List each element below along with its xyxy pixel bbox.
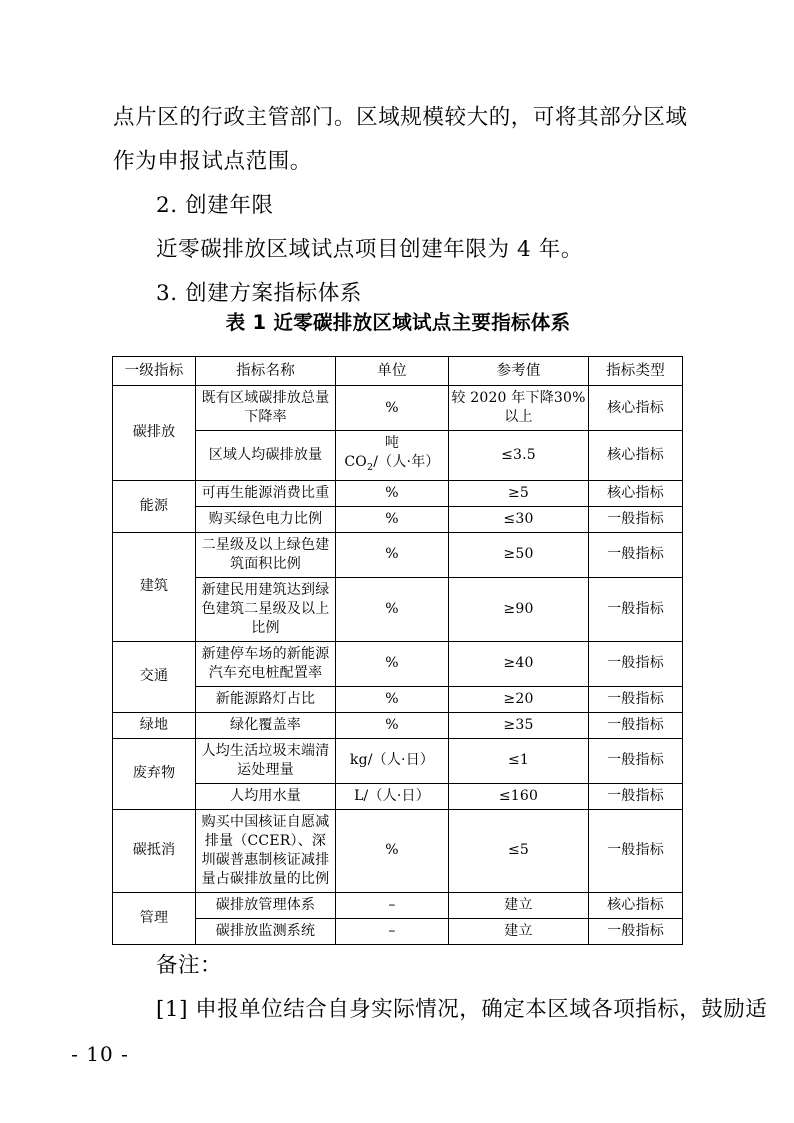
cell-unit: % [336, 641, 449, 686]
cell-unit: % [336, 577, 449, 641]
table-row [113, 918, 683, 944]
cell-indicator-name: 可再生能源消费比重 [196, 480, 336, 506]
cell-indicator-name: 人均用水量 [196, 783, 336, 809]
cell-indicator-type: 一般指标 [589, 686, 683, 712]
table-row [113, 532, 683, 577]
col-header-category: 一级指标 [113, 357, 196, 386]
cell-unit: % [336, 712, 449, 738]
heading-indicator-system: 3. 创建方案指标体系 [156, 281, 362, 306]
cell-reference-value: ≤3.5 [449, 431, 589, 481]
table-row [113, 641, 683, 686]
cell-reference-value: ≤5 [449, 809, 589, 892]
col-header-indicator-name: 指标名称 [196, 357, 336, 386]
table-row [113, 783, 683, 809]
col-header-reference-value: 参考值 [449, 357, 589, 386]
cell-category: 交通 [113, 641, 196, 712]
cell-indicator-name: 新建民用建筑达到绿色建筑二星级及以上比例 [196, 577, 336, 641]
table-row [113, 809, 683, 892]
cell-unit: 吨 $CO_2/$（人·年） [336, 431, 449, 481]
cell-indicator-type: 核心指标 [589, 386, 683, 431]
paragraph-creation-period: 近零碳排放区域试点项目创建年限为 4 年。 [156, 237, 583, 262]
table-header [113, 357, 683, 386]
cell-unit: – [336, 892, 449, 918]
cell-indicator-name: 购买绿色电力比例 [196, 506, 336, 532]
cell-indicator-name: 既有区域碳排放总量下降率 [196, 386, 336, 431]
cell-unit: % [336, 809, 449, 892]
cell-indicator-name: 碳排放管理体系 [196, 892, 336, 918]
cell-category: 管理 [113, 892, 196, 944]
cell-reference-value: ≥35 [449, 712, 589, 738]
cell-indicator-type: 一般指标 [589, 532, 683, 577]
paragraph-continuation-line-2: 作为申报试点范围。 [113, 149, 312, 174]
table-row [113, 506, 683, 532]
cell-reference-value: 较 2020 年下降30%以上 [449, 386, 589, 431]
cell-indicator-name: 二星级及以上绿色建筑面积比例 [196, 532, 336, 577]
cell-category: 碳排放 [113, 386, 196, 481]
cell-indicator-type: 一般指标 [589, 918, 683, 944]
cell-indicator-name: 新能源路灯占比 [196, 686, 336, 712]
table-row [113, 738, 683, 783]
cell-indicator-name: 人均生活垃圾末端清运处理量 [196, 738, 336, 783]
cell-reference-value: 建立 [449, 918, 589, 944]
table-row [113, 712, 683, 738]
table-row [113, 480, 683, 506]
table-row [113, 577, 683, 641]
cell-unit: L/（人·日） [336, 783, 449, 809]
indicator-table-wrapper [112, 356, 682, 945]
cell-reference-value: ≥20 [449, 686, 589, 712]
table-row [113, 386, 683, 431]
cell-reference-value: ≥90 [449, 577, 589, 641]
cell-reference-value: ≥50 [449, 532, 589, 577]
cell-category: 能源 [113, 480, 196, 532]
paragraph-continuation-line-1: 点片区的行政主管部门。区域规模较大的，可将其部分区域 [113, 105, 688, 130]
body-text-block [113, 96, 688, 316]
cell-indicator-type: 一般指标 [589, 738, 683, 783]
cell-unit: % [336, 686, 449, 712]
col-header-unit: 单位 [336, 357, 449, 386]
cell-category: 废弃物 [113, 738, 196, 809]
cell-reference-value: ≤1 [449, 738, 589, 783]
cell-reference-value: ≤160 [449, 783, 589, 809]
cell-category: 碳抵消 [113, 809, 196, 892]
cell-indicator-type: 核心指标 [589, 431, 683, 481]
table-row [113, 431, 683, 481]
cell-unit: % [336, 506, 449, 532]
notes-label: 备注： [156, 953, 223, 978]
cell-reference-value: ≤30 [449, 506, 589, 532]
cell-indicator-name: 绿化覆盖率 [196, 712, 336, 738]
table-row [113, 892, 683, 918]
cell-indicator-name: 购买中国核证自愿减排量（CCER）、深圳碳普惠制核证减排量占碳排放量的比例 [196, 809, 336, 892]
cell-indicator-type: 核心指标 [589, 892, 683, 918]
cell-reference-value: 建立 [449, 892, 589, 918]
notes-block [113, 944, 768, 1032]
cell-unit: % [336, 480, 449, 506]
table-row [113, 686, 683, 712]
table-caption: 表 1 近零碳排放区域试点主要指标体系 [225, 311, 571, 334]
table-header-row [113, 357, 683, 386]
cell-category: 建筑 [113, 532, 196, 641]
cell-indicator-name: 碳排放监测系统 [196, 918, 336, 944]
cell-indicator-type: 一般指标 [589, 506, 683, 532]
note-item-1: [1] 申报单位结合自身实际情况，确定本区域各项指标，鼓励适 [156, 997, 768, 1022]
cell-indicator-name: 区域人均碳排放量 [196, 431, 336, 481]
cell-reference-value: ≥40 [449, 641, 589, 686]
cell-indicator-name: 新建停车场的新能源汽车充电桩配置率 [196, 641, 336, 686]
cell-reference-value: ≥5 [449, 480, 589, 506]
indicator-table [112, 356, 683, 945]
cell-indicator-type: 一般指标 [589, 641, 683, 686]
cell-indicator-type: 一般指标 [589, 783, 683, 809]
cell-unit: % [336, 532, 449, 577]
col-header-indicator-type: 指标类型 [589, 357, 683, 386]
cell-indicator-type: 一般指标 [589, 577, 683, 641]
table-body [113, 386, 683, 945]
cell-indicator-type: 核心指标 [589, 480, 683, 506]
cell-indicator-type: 一般指标 [589, 809, 683, 892]
heading-creation-period: 2. 创建年限 [156, 193, 274, 218]
cell-unit: – [336, 918, 449, 944]
cell-category: 绿地 [113, 712, 196, 738]
cell-unit: % [336, 386, 449, 431]
cell-indicator-type: 一般指标 [589, 712, 683, 738]
cell-unit: kg/（人·日） [336, 738, 449, 783]
page-number: - 10 - [71, 1042, 129, 1066]
